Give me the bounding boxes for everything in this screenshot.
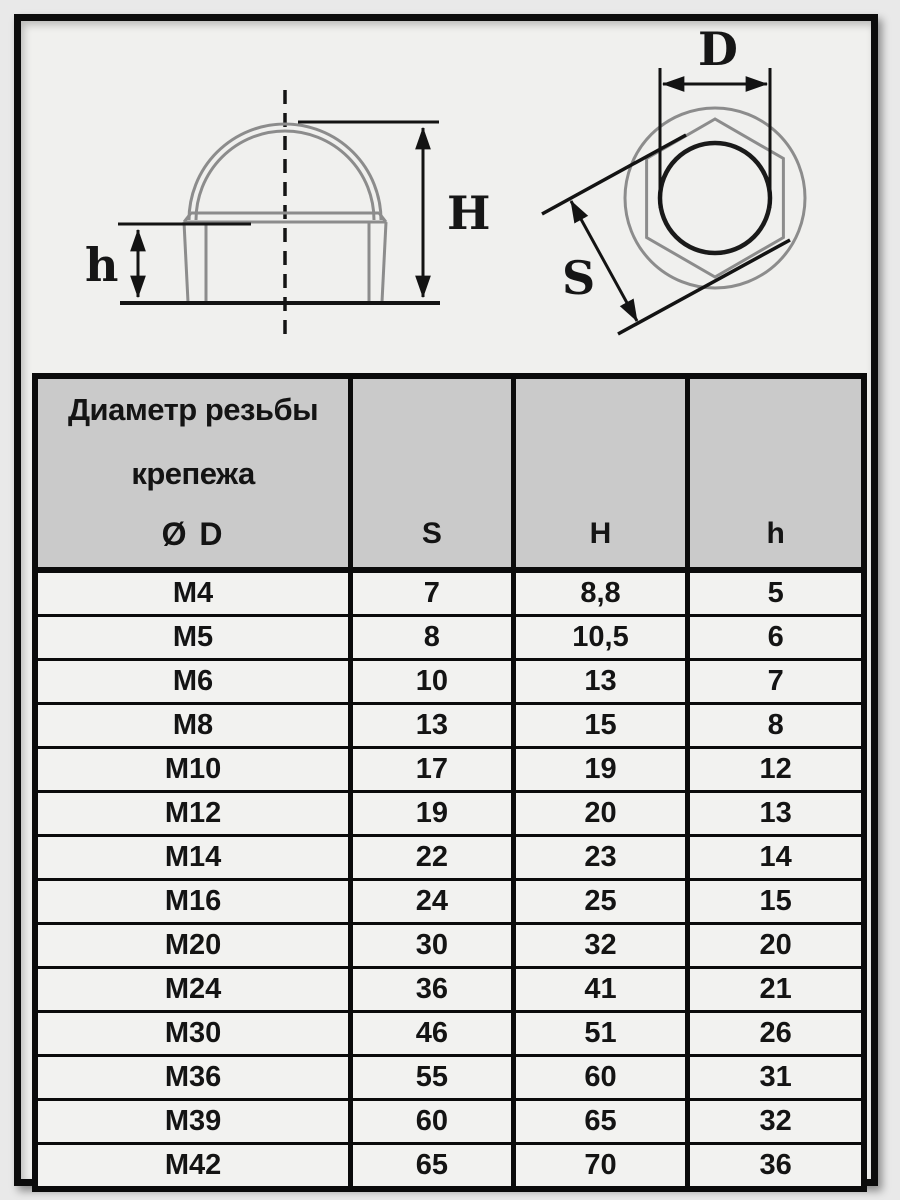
cell-s-value: 60 — [353, 1101, 516, 1145]
table-row — [38, 617, 861, 661]
cell-thread-size: M30 — [38, 1013, 353, 1057]
cell-h-total-value: 60 — [516, 1057, 691, 1101]
table-row — [38, 1145, 861, 1186]
thread-hole-circle — [660, 143, 770, 253]
dim-label-total-height: H — [447, 186, 491, 240]
cell-h-hex-value: 14 — [690, 837, 861, 881]
cell-thread-size: M16 — [38, 881, 353, 925]
cell-h-hex-value: 8 — [690, 705, 861, 749]
table-row — [38, 749, 861, 793]
dimensions-table — [32, 373, 867, 1192]
cell-h-total-value: 8,8 — [516, 573, 691, 617]
cell-thread-size: M4 — [38, 573, 353, 617]
outer-circle — [625, 108, 805, 288]
cell-h-total-value: 20 — [516, 793, 691, 837]
cell-s-value: 24 — [353, 881, 516, 925]
cell-h-total-value: 65 — [516, 1101, 691, 1145]
cell-h-hex-value: 7 — [690, 661, 861, 705]
cell-h-total-value: 41 — [516, 969, 691, 1013]
cell-h-hex-value: 31 — [690, 1057, 861, 1101]
cell-s-value: 22 — [353, 837, 516, 881]
cell-h-total-value: 19 — [516, 749, 691, 793]
cell-h-hex-value: 12 — [690, 749, 861, 793]
table-row — [38, 1013, 861, 1057]
table-row — [38, 793, 861, 837]
cell-h-hex-value: 6 — [690, 617, 861, 661]
cell-s-value: 17 — [353, 749, 516, 793]
cell-s-value: 19 — [353, 793, 516, 837]
table-row — [38, 881, 861, 925]
cell-s-value: 7 — [353, 573, 516, 617]
cell-h-hex-value: 36 — [759, 1149, 792, 1181]
cell-s-value: 65 — [353, 1145, 516, 1186]
cell-h-hex-value: 21 — [690, 969, 861, 1013]
cell-h-hex-value: 32 — [690, 1101, 861, 1145]
cell-s-value: 30 — [353, 925, 516, 969]
cell-thread-size: M10 — [38, 749, 353, 793]
cell-h-total-value: 15 — [516, 705, 691, 749]
cell-s-value: 55 — [353, 1057, 516, 1101]
cell-thread-size: M8 — [38, 705, 353, 749]
cell-thread-size: M39 — [38, 1101, 353, 1145]
cell-h-hex-value: 13 — [690, 793, 861, 837]
cell-h-hex-value: 5 — [690, 573, 861, 617]
table-row — [38, 661, 861, 705]
cell-s-value: 10 — [353, 661, 516, 705]
cell-h-total-value: 51 — [516, 1013, 691, 1057]
cell-thread-size: M42 — [38, 1145, 353, 1186]
top-view-drawing — [540, 22, 876, 352]
header-line-2: крепежа — [131, 455, 255, 491]
cell-thread-size: M14 — [38, 837, 353, 881]
cell-thread-size: M6 — [38, 661, 353, 705]
header-col-h-hex: h — [690, 379, 861, 573]
cell-h-total-value: 13 — [516, 661, 691, 705]
cell-s-value: 46 — [353, 1013, 516, 1057]
cell-s-value: 8 — [353, 617, 516, 661]
cell-thread-size: M20 — [38, 925, 353, 969]
dim-label-thread-diameter: D — [698, 22, 738, 76]
table-row — [38, 969, 861, 1013]
table-row — [38, 1057, 861, 1101]
table-row — [38, 705, 861, 749]
header-thread-diameter — [38, 379, 353, 573]
cell-h-total-value: 25 — [516, 881, 691, 925]
dim-label-across-flats: S — [562, 251, 596, 305]
cell-thread-size: M5 — [38, 617, 353, 661]
cell-s-value: 36 — [353, 969, 516, 1013]
cell-thread-size: M12 — [38, 793, 353, 837]
cell-h-hex-value: 20 — [690, 925, 861, 969]
table-row — [38, 925, 861, 969]
table-body — [38, 573, 861, 1186]
cell-h-total-value: 23 — [516, 837, 691, 881]
table-header-row — [38, 379, 861, 573]
cell-h-total-value: 32 — [516, 925, 691, 969]
header-col-s: S — [353, 379, 516, 573]
dim-label-hex-height: h — [85, 238, 119, 292]
cell-thread-size: M36 — [38, 1057, 353, 1101]
table-row — [38, 837, 861, 881]
cell-h-hex-value: 15 — [690, 881, 861, 925]
header-line-1: Диаметр резьбы — [67, 392, 319, 427]
cell-thread-size: M24 — [38, 969, 353, 1013]
cell-h-hex-value: 26 — [690, 1013, 861, 1057]
cell-h-total-value: 10,5 — [516, 617, 691, 661]
side-view-drawing — [55, 82, 505, 348]
table-row — [38, 1101, 861, 1145]
cell-h-total-value: 70 — [516, 1145, 691, 1186]
header-col-h-total: H — [516, 379, 691, 573]
cell-s-value: 13 — [353, 705, 516, 749]
table-row — [38, 573, 861, 617]
header-diameter-symbol: Ø D — [161, 516, 225, 552]
